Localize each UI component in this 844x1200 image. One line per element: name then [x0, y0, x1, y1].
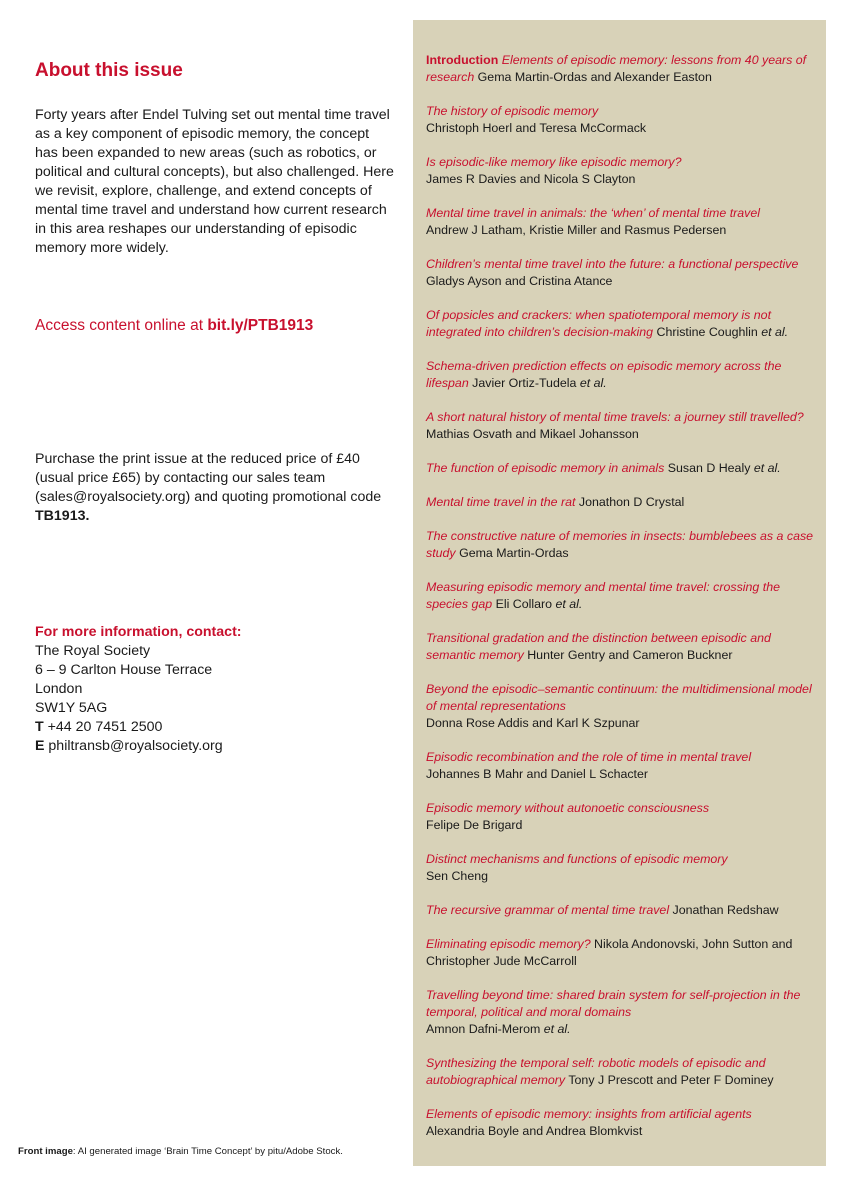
toc-entry	[426, 630, 818, 664]
toc-entry-etal: et al.	[555, 597, 583, 611]
contact-postcode: SW1Y 5AG	[35, 700, 108, 716]
toc-entry	[426, 851, 818, 885]
toc-entry-authors: Gladys Ayson and Cristina Atance	[426, 274, 613, 288]
toc-entry-authors: Eli Collaro	[495, 597, 553, 611]
phone-number: +44 20 7451 2500	[47, 719, 163, 735]
table-of-contents	[426, 52, 818, 1157]
toc-entry-authors: Jonathan Redshaw	[672, 903, 779, 917]
intro-authors: Gema Martin-Ordas and Alexander Easton	[477, 70, 712, 84]
toc-entry-title: The history of episodic memory	[426, 104, 599, 118]
toc-entry	[426, 494, 818, 511]
toc-entry-authors: Christine Coughlin	[656, 325, 758, 339]
toc-entry-title: Children’s mental time travel into the future: a functional perspective	[426, 257, 799, 271]
toc-entry-title: Synthesizing the temporal self: robotic models of episodic and autobiographical memory	[426, 1056, 766, 1087]
toc-entry-title: Elements of episodic memory: insights from artificial agents	[426, 1107, 752, 1121]
toc-entry-etal: et al.	[753, 461, 781, 475]
toc-entry-authors: Tony J Prescott and Peter F Dominey	[568, 1073, 774, 1087]
intro-title: Elements of episodic memory: lessons from 40 years of research	[426, 53, 807, 84]
toc-entry-title: The constructive nature of memories in insects: bumblebees as a case study	[426, 529, 814, 560]
toc-entry-authors: Javier Ortiz-Tudela	[472, 376, 577, 390]
toc-entry-title: Distinct mechanisms and functions of episodic memory	[426, 852, 728, 866]
toc-entry	[426, 902, 818, 919]
toc-entry-authors: Hunter Gentry and Cameron Buckner	[527, 648, 733, 662]
image-credit	[18, 1146, 343, 1157]
toc-entry	[426, 936, 818, 970]
about-body: Forty years after Endel Tulving set out mental time travel as a key component of episodic memory, the concept has been expanded to new areas (such as robotics, or political and cultural concepts), but also challenged. Here we revisit, explore, challenge, and extend concepts of mental time travel and understand how current research in this area reshapes our understanding of episodic memory more widely.	[35, 107, 394, 256]
toc-entry-authors: Nikola Andonovski, John Sutton and Christopher Jude McCarroll	[426, 937, 793, 968]
credit-text: : AI generated image ‘Brain Time Concept’ by pitu/Adobe Stock.	[72, 1146, 343, 1157]
toc-entry	[426, 749, 818, 783]
toc-entry-authors: Alexandria Boyle and Andrea Blomkvist	[426, 1124, 643, 1138]
contents-panel	[413, 20, 826, 1166]
toc-entry	[426, 409, 818, 443]
toc-entry	[426, 307, 818, 341]
toc-entry-authors: Amnon Dafni-Merom	[426, 1022, 541, 1036]
email-address[interactable]: philtransb@royalsociety.org	[48, 738, 223, 754]
toc-entry-title: Transitional gradation and the distinction between episodic and semantic memory	[426, 631, 771, 662]
access-online	[35, 317, 313, 335]
toc-entry-title: Travelling beyond time: shared brain system for self-projection in the temporal, political and moral domains	[426, 988, 801, 1019]
toc-entry-authors: Christoph Hoerl and Teresa McCormack	[426, 121, 647, 135]
toc-entry-authors: Andrew J Latham, Kristie Miller and Rasmus Pedersen	[426, 223, 727, 237]
toc-entry-etal: et al.	[579, 376, 607, 390]
phone-label: T	[35, 719, 44, 735]
contact-heading: For more information, contact:	[35, 624, 242, 640]
toc-entry	[426, 800, 818, 834]
credit-label: Front image	[18, 1146, 73, 1157]
contact-city: London	[35, 681, 83, 697]
toc-entry-authors: Gema Martin-Ordas	[459, 546, 569, 560]
toc-entry	[426, 987, 818, 1038]
toc-entry-authors: Sen Cheng	[426, 869, 489, 883]
toc-intro	[426, 52, 818, 86]
contact-block	[35, 623, 242, 756]
toc-entry-authors: Donna Rose Addis and Karl K Szpunar	[426, 716, 640, 730]
toc-entry	[426, 681, 818, 732]
toc-entry	[426, 154, 818, 188]
contact-phone	[35, 718, 242, 737]
toc-entry-title: Eliminating episodic memory?	[426, 937, 591, 951]
email-label: E	[35, 738, 45, 754]
toc-entry-title: Mental time travel in the rat	[426, 495, 576, 509]
toc-entry	[426, 460, 818, 477]
promo-code: TB1913.	[35, 508, 90, 524]
toc-entry	[426, 1106, 818, 1140]
access-prefix: Access content online at	[35, 317, 208, 334]
toc-entry-title: Of popsicles and crackers: when spatiotemporal memory is not integrated into children’s decision-making	[426, 308, 772, 339]
toc-entry	[426, 528, 818, 562]
toc-entry-authors: Jonathon D Crystal	[578, 495, 685, 509]
toc-entry	[426, 205, 818, 239]
toc-entry-title: Is episodic-like memory like episodic memory?	[426, 155, 682, 169]
toc-entry	[426, 256, 818, 290]
toc-entry	[426, 358, 818, 392]
about-title: About this issue	[35, 60, 183, 81]
toc-entry-etal: et al.	[761, 325, 789, 339]
toc-entry-title: Beyond the episodic–semantic continuum: the multidimensional model of mental representations	[426, 682, 812, 713]
toc-entry-authors: Johannes B Mahr and Daniel L Schacter	[426, 767, 649, 781]
toc-entry-authors: Mathias Osvath and Mikael Johansson	[426, 427, 639, 441]
access-link[interactable]: bit.ly/PTB1913	[207, 317, 314, 334]
toc-entry-etal: et al.	[543, 1022, 571, 1036]
toc-entry-authors: James R Davies and Nicola S Clayton	[426, 172, 636, 186]
purchase-text: Purchase the print issue at the reduced price of £40 (usual price £65) by contacting our sales team (sales@royalsociety.org) and quoting promotional code	[35, 451, 382, 505]
toc-list	[426, 103, 818, 1140]
toc-entry-title: Mental time travel in animals: the ‘when’ of mental time travel	[426, 206, 761, 220]
toc-entry-title: A short natural history of mental time travels: a journey still travelled?	[426, 410, 804, 424]
toc-entry-title: Schema-driven prediction effects on episodic memory across the lifespan	[426, 359, 782, 390]
intro-label: Introduction	[426, 53, 499, 67]
toc-entry-authors: Felipe De Brigard	[426, 818, 523, 832]
toc-entry-authors: Susan D Healy	[667, 461, 751, 475]
purchase-info	[35, 450, 395, 526]
toc-entry	[426, 579, 818, 613]
contact-street: 6 – 9 Carlton House Terrace	[35, 662, 213, 678]
toc-entry	[426, 103, 818, 137]
toc-entry-title: The recursive grammar of mental time travel	[426, 903, 670, 917]
toc-entry-title: Episodic memory without autonoetic consciousness	[426, 801, 710, 815]
toc-entry-title: The function of episodic memory in animals	[426, 461, 665, 475]
toc-entry	[426, 1055, 818, 1089]
contact-email	[35, 737, 242, 756]
toc-entry-title: Episodic recombination and the role of time in mental travel	[426, 750, 752, 764]
contact-org: The Royal Society	[35, 643, 151, 659]
toc-entry-title: Measuring episodic memory and mental time travel: crossing the species gap	[426, 580, 780, 611]
